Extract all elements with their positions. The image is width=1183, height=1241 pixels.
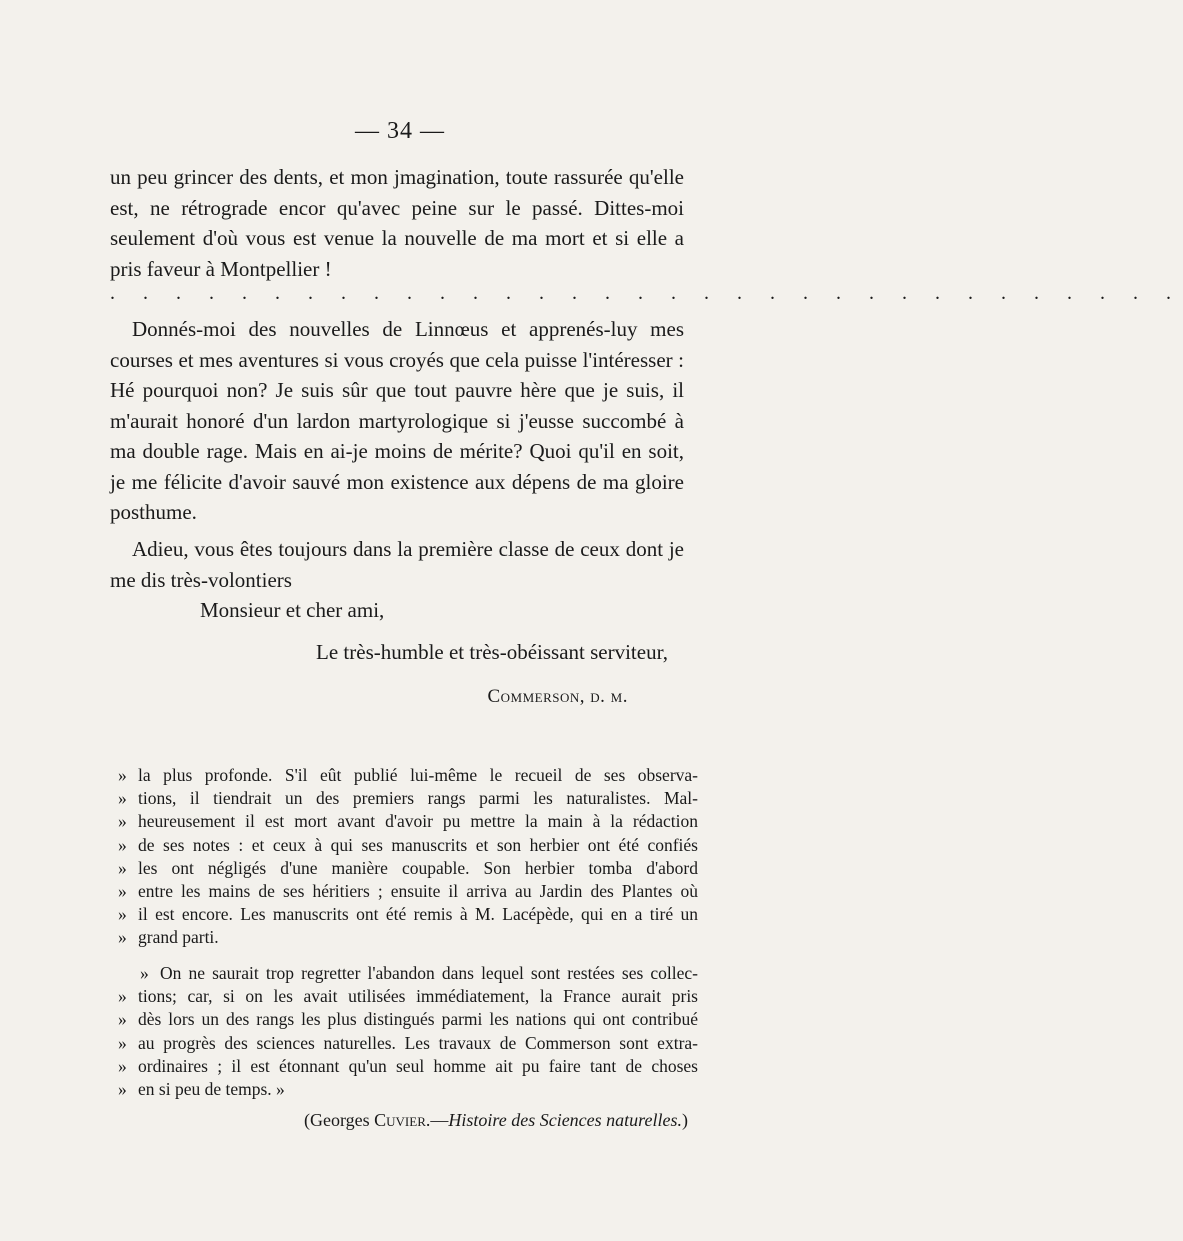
closing-formula: Le très-humble et très-obéissant serviteur, <box>316 640 668 664</box>
citation-author: Cuvier <box>374 1110 426 1130</box>
footnote-paragraph-2 <box>118 962 698 1101</box>
letter-paragraph-1 <box>110 162 684 284</box>
quote-mark: » <box>118 788 127 809</box>
note-line: » dès lors un des rangs les plus distingués parmi les nations qui ont contribué <box>118 1008 698 1031</box>
note-line: » tions; car, si on les avait utilisées immédiatement, la France aurait pris <box>118 985 698 1008</box>
note-line: » au progrès des sciences naturelles. Les travaux de Commerson sont extra- <box>118 1032 698 1055</box>
note-line: » la plus profonde. S'il eût publié lui-même le recueil de ses observa- <box>118 764 698 787</box>
note-line: » entre les mains de ses héritiers ; ensuite il arriva au Jardin des Plantes où <box>118 880 698 903</box>
quote-mark: » <box>118 986 127 1007</box>
quote-mark: » <box>118 1055 127 1076</box>
paragraph-text: Adieu, vous êtes toujours dans la première classe de ceux dont je me dis très-volontiers <box>110 537 684 592</box>
letter-paragraph-3 <box>110 534 684 595</box>
quote-mark: » <box>118 765 127 785</box>
signature: Commerson, d. m. <box>487 686 628 707</box>
note-line: » ordinaires ; il est étonnant qu'un seul homme ait pu faire tant de choses <box>118 1055 698 1078</box>
note-line: » en si peu de temps. » <box>118 1078 698 1101</box>
paragraph-text: un peu grincer des dents, et mon jmagination, toute rassurée qu'elle est, ne rétrograde encor qu'avec peine sur le passé. Dittes-moi seulement d'où vous est venue la nouvelle de ma mort et si elle a pris faveur à Montpellier ! <box>110 165 684 281</box>
quote-mark: » <box>118 857 127 878</box>
footnote-paragraph-1 <box>118 764 698 950</box>
paragraph-text: Donnés-moi des nouvelles de Linnœus et apprenés-luy mes courses et mes aventures si vous croyés que cela puisse l'intéresser : Hé pourquoi non? Je suis sûr que tout pauvre hère que je suis, il m'aurait honoré d'un lardon martyrologique si j'eusse succombé à ma double rage. Mais en ai-je moins de mérite? Quoi qu'il en soit, je me félicite d'avoir sauvé mon existence aux dépens de ma gloire posthume. <box>110 317 684 524</box>
quote-mark: » <box>118 1079 127 1100</box>
citation-work: Histoire des Sciences naturelles. <box>448 1110 682 1130</box>
note-line: » grand parti. <box>118 926 698 949</box>
quote-mark: » <box>118 881 127 902</box>
letter-paragraph-2 <box>110 314 684 528</box>
citation: (Georges Cuvier.—Histoire des Sciences naturelles.) <box>303 1110 688 1130</box>
quote-mark: » <box>118 834 127 855</box>
quote-mark: » <box>118 927 127 948</box>
quote-mark: » <box>118 904 127 925</box>
note-line: » les ont négligés d'une manière coupable. Son herbier tomba d'abord <box>118 857 698 880</box>
quote-mark: » <box>118 811 127 832</box>
note-line: » de ses notes : et ceux à qui ses manuscrits et son herbier ont été confiés <box>118 834 698 857</box>
ellipsis-line: . . . . . . . . . . . . . . . . . . . . . . . . . . . . . . . . . <box>110 282 1183 304</box>
salutation: Monsieur et cher ami, <box>200 598 385 622</box>
quote-mark: » <box>118 1009 127 1030</box>
quote-mark: » <box>140 963 149 983</box>
quote-mark: » <box>118 1032 127 1053</box>
note-line: » il est encore. Les manuscrits ont été remis à M. Lacépède, qui en a tiré un <box>118 903 698 926</box>
page-number: — 34 — <box>355 118 445 144</box>
note-line: » tions, il tiendrait un des premiers rangs parmi les naturalistes. Mal- <box>118 787 698 810</box>
note-line: » On ne saurait trop regretter l'abandon dans lequel sont restées ses collec- <box>118 962 698 985</box>
note-line: » heureusement il est mort avant d'avoir pu mettre la main à la rédaction <box>118 810 698 833</box>
